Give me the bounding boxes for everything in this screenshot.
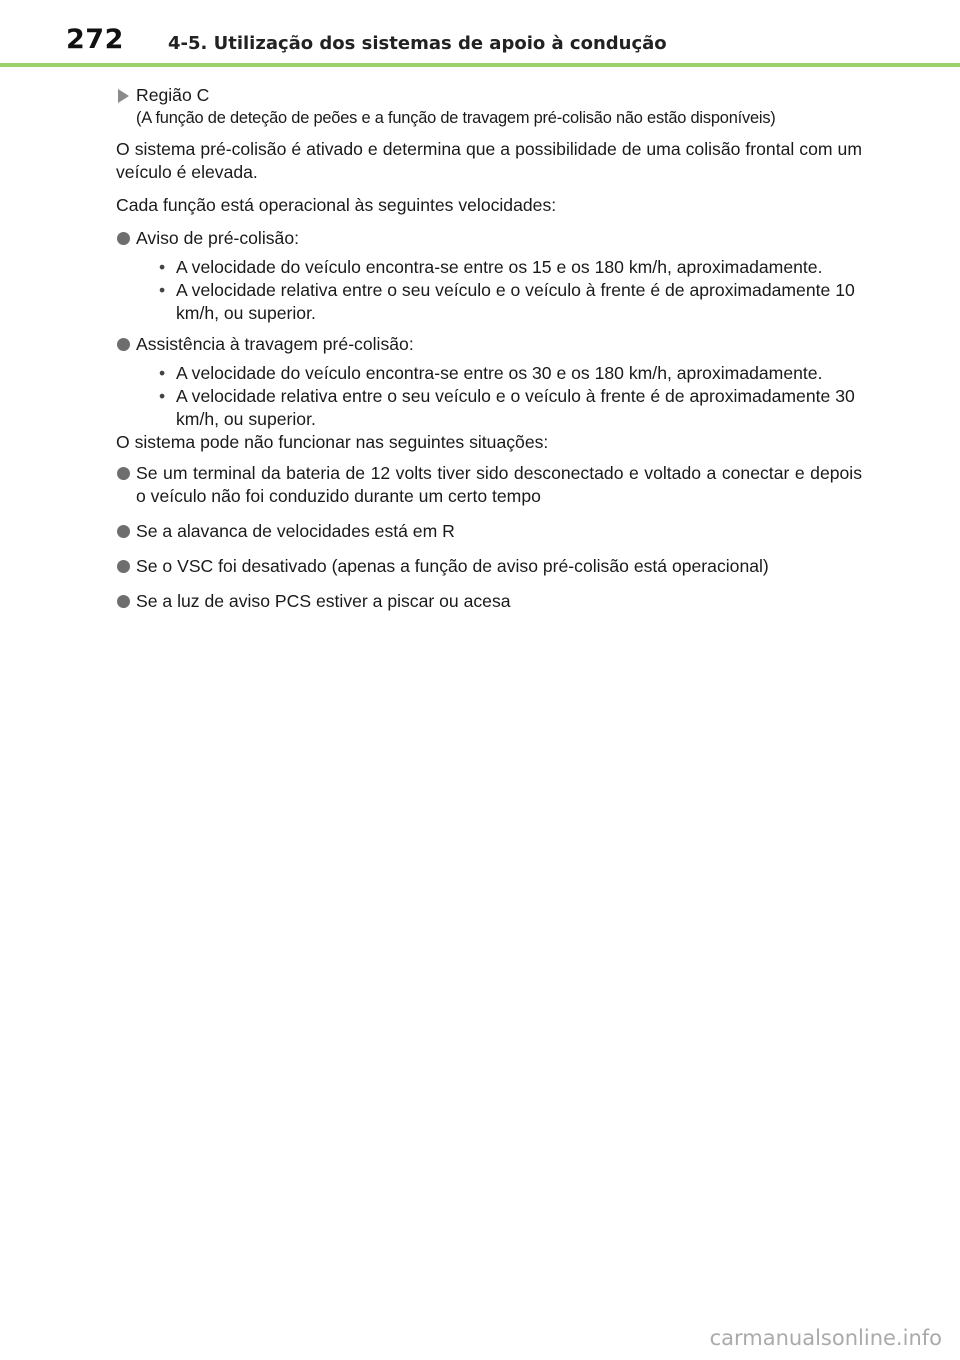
condition-item: • A velocidade do veículo encontra-se entre os 15 e os 180 km/h, aproximadamente. xyxy=(159,257,823,277)
region-title: Região C xyxy=(136,85,210,105)
situation-item: Se a luz de aviso PCS estiver a piscar ou acesa xyxy=(116,590,862,613)
page-content xyxy=(116,84,862,625)
small-bullet-icon: • xyxy=(159,386,166,406)
small-bullet-icon: • xyxy=(159,363,166,383)
condition-item: • A velocidade relativa entre o seu veículo e o veículo à frente é de aproximadamente 10 km/h, ou superior. xyxy=(159,280,855,323)
watermark-logo: carmanualsonline.info xyxy=(709,1326,942,1350)
bullet-circle-icon xyxy=(117,338,130,351)
section-title: 4-5. Utilização dos sistemas de apoio à condução xyxy=(168,33,667,54)
function-item xyxy=(116,333,862,431)
bullet-circle-icon xyxy=(117,595,130,608)
situation-item: Se um terminal da bateria de 12 volts tiver sido desconectado e voltado a conectar e depois o veículo não foi conduzido durante um certo tempo xyxy=(116,462,862,508)
condition-list xyxy=(136,256,862,325)
intro-paragraph: Cada função está operacional às seguintes velocidades: xyxy=(116,195,557,215)
intro-paragraph: O sistema pré-colisão é ativado e determina que a possibilidade de uma colisão frontal com um veículo é elevada. xyxy=(116,139,862,182)
function-title: Assistência à travagem pré-colisão: xyxy=(136,334,414,354)
region-heading xyxy=(116,84,862,130)
bullet-circle-icon xyxy=(117,467,130,480)
page-number: 272 xyxy=(66,24,124,55)
region-note: (A função de deteção de peões e a função de travagem pré-colisão não estão disponíveis) xyxy=(136,109,776,127)
page-header xyxy=(0,0,960,70)
function-title: Aviso de pré-colisão: xyxy=(136,228,299,248)
condition-item: • A velocidade do veículo encontra-se entre os 30 e os 180 km/h, aproximadamente. xyxy=(159,363,823,383)
condition-list xyxy=(136,362,862,431)
situation-item: Se a alavanca de velocidades está em R xyxy=(116,520,862,543)
situations-intro: O sistema pode não funcionar nas seguintes situações: xyxy=(116,432,549,452)
condition-item: • A velocidade relativa entre o seu veículo e o veículo à frente é de aproximadamente 30 km/h, ou superior. xyxy=(159,386,855,429)
small-bullet-icon: • xyxy=(159,257,166,277)
bullet-circle-icon xyxy=(117,560,130,573)
bullet-circle-icon xyxy=(117,232,130,245)
situation-item: Se o VSC foi desativado (apenas a função de aviso pré-colisão está operacional) xyxy=(116,555,862,578)
small-bullet-icon: • xyxy=(159,280,166,300)
function-item xyxy=(116,227,862,325)
header-rule xyxy=(0,63,960,67)
bullet-circle-icon xyxy=(117,525,130,538)
triangle-right-icon xyxy=(118,89,129,103)
